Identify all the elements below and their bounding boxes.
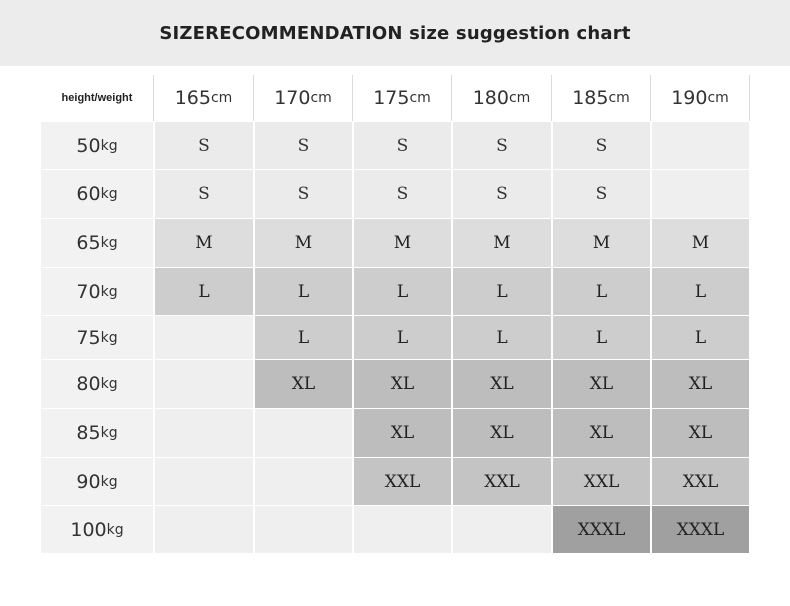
value-unit: kg [100,473,118,490]
weight-header-60 [41,170,153,218]
empty-cell [255,506,352,553]
weight-header-50 [41,122,153,169]
chart-title: SIZERECOMMENDATION size suggestion chart [159,22,631,44]
weight-header-90 [41,458,153,505]
empty-cell [255,409,352,457]
size-cell: L [155,268,253,315]
value-unit: kg [100,329,118,346]
value-number: 80 [76,373,101,395]
size-cell: L [255,268,352,315]
column-divider [749,75,750,121]
empty-cell [652,170,749,218]
empty-cell [155,409,253,457]
weight-header-85 [41,409,153,457]
size-cell: L [652,316,749,359]
size-cell: M [354,219,451,267]
size-cell: L [553,316,650,359]
size-cell: M [553,219,650,267]
height-header-175 [353,75,451,121]
size-cell: XL [255,360,352,408]
value-number: 190 [671,87,708,109]
weight-header-65 [41,219,153,267]
size-cell: S [155,170,253,218]
size-cell: L [354,268,451,315]
column-divider [153,75,154,121]
value-unit: cm [210,90,233,106]
value-unit: kg [100,376,118,392]
empty-cell [453,506,551,553]
value-number: 180 [472,87,509,109]
size-cell: XXXL [652,506,749,553]
size-cell: S [155,122,253,169]
column-divider [650,75,651,121]
value-number: 175 [373,87,410,109]
size-cell: L [255,316,352,359]
value-number: 100 [70,518,107,541]
value-unit: kg [100,425,118,441]
size-cell: S [354,170,451,218]
size-cell: XXXL [553,506,650,553]
empty-cell [155,360,253,408]
size-cell: S [553,170,650,218]
empty-cell [255,458,352,505]
size-cell: S [255,122,352,169]
column-divider [551,75,552,121]
size-cell: XXL [553,458,650,505]
value-unit: cm [508,90,531,106]
value-number: 165 [174,87,211,109]
size-cell: XL [354,360,451,408]
size-cell: XL [553,409,650,457]
value-unit: kg [100,186,118,202]
size-cell: L [453,268,551,315]
value-unit: cm [409,90,431,106]
size-cell: S [453,122,551,169]
weight-header-80 [41,360,153,408]
size-cell: XL [453,409,551,457]
weight-header-75 [41,316,153,359]
size-cell: XL [453,360,551,408]
value-unit: kg [100,137,118,154]
column-divider [352,75,353,121]
corner-label: height/weight [61,92,133,104]
value-number: 70 [76,280,101,303]
value-number: 85 [76,422,101,444]
size-cell: S [553,122,650,169]
value-unit: cm [310,90,332,106]
empty-cell [155,506,253,553]
size-cell: XL [553,360,650,408]
size-cell: S [255,170,352,218]
size-cell: XXL [453,458,551,505]
value-unit: kg [100,283,118,300]
value-number: 90 [76,470,101,493]
height-header-185 [552,75,650,121]
weight-header-100 [41,506,153,553]
empty-cell [652,122,749,169]
size-cell: XL [652,360,749,408]
size-cell: L [453,316,551,359]
size-cell: L [553,268,650,315]
size-cell: M [155,219,253,267]
size-cell: L [652,268,749,315]
size-cell: L [354,316,451,359]
column-divider [253,75,254,121]
height-header-170 [254,75,352,121]
size-cell: M [652,219,749,267]
value-number: 60 [76,183,101,205]
size-cell: XL [354,409,451,457]
size-cell: M [453,219,551,267]
value-unit: kg [100,235,118,251]
value-number: 75 [76,326,101,349]
size-cell: M [255,219,352,267]
size-cell: XXL [354,458,451,505]
value-unit: cm [608,90,630,106]
size-cell: S [354,122,451,169]
empty-cell [354,506,451,553]
height-header-165 [154,75,253,121]
height-header-180 [452,75,551,121]
value-unit: cm [707,90,729,106]
value-number: 170 [274,87,311,109]
value-number: 185 [572,87,609,109]
value-number: 65 [76,232,101,254]
empty-cell [155,458,253,505]
height-header-190 [651,75,749,121]
size-cell: XL [652,409,749,457]
size-cell: S [453,170,551,218]
empty-cell [155,316,253,359]
weight-header-70 [41,268,153,315]
value-number: 50 [76,134,101,157]
size-cell: XXL [652,458,749,505]
value-unit: kg [106,521,124,538]
column-divider [451,75,452,121]
